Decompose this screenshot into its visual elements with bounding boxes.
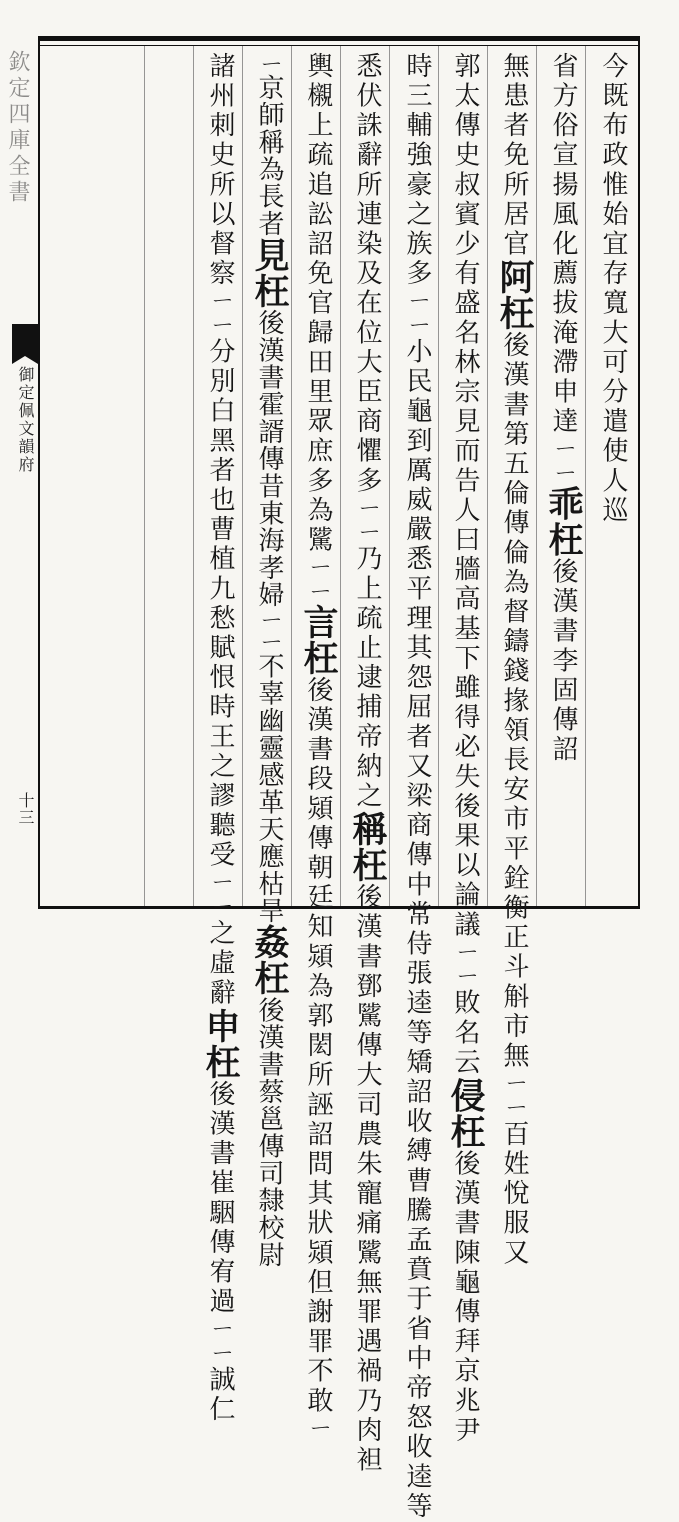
text-column-7 — [294, 52, 343, 1441]
column-rule — [193, 46, 194, 906]
entry-headword: 姦枉 — [249, 924, 290, 997]
frame-bottom-border — [40, 906, 640, 909]
column-text: 後漢書陳龜傳拜京兆尹 — [450, 1149, 480, 1446]
faded-gutter-text: 欽定四庫全書 — [5, 50, 30, 206]
frame-top-border — [40, 36, 640, 41]
text-column-8 — [245, 52, 294, 1269]
frame-right-border — [638, 36, 640, 909]
column-text: 時三輔強豪之族多ㄧㄧ小民龜到厲威嚴悉平理其怨屈者又梁商傳中常侍張逵等矯詔收縛曹騰孟賁于省中帝怒收逵等 — [402, 52, 432, 1522]
entry-headword: 侵枉 — [445, 1077, 486, 1150]
entry-headword: 見枉 — [249, 237, 290, 310]
entry-headword: 阿枉 — [494, 259, 535, 332]
entry-headword: 言枉 — [298, 604, 339, 676]
column-text: 悉伏誅辭所連染及在位大臣商懼多ㄧㄧ乃上疏止逮捕帝納之 — [352, 52, 382, 812]
column-text: ㄧ京師稱為長者 — [254, 52, 284, 238]
text-column-1 — [588, 52, 637, 898]
column-text: 後漢書鄧騭傳大司農朱寵痛騭無罪遇禍乃肉袒 — [352, 883, 382, 1476]
entry-headword: 稱枉 — [347, 811, 388, 884]
column-text: 後漢書段熲傳朝廷知熲為郭閎所誣詔問其狀熲但謝罪不敢ㄧ — [303, 676, 333, 1441]
fishtail-mark-icon — [12, 324, 38, 356]
text-column-4 — [441, 52, 490, 1446]
page-number: 十三 — [16, 792, 35, 826]
text-column-3 — [490, 52, 539, 1269]
column-text: 後漢書第五倫傳倫為督鑄錢掾領長安市平銓衡正斗斛市無ㄧㄧ百姓悅服又 — [499, 331, 529, 1269]
column-text: 省方俗宣揚風化薦拔淹滯申達ㄧㄧ — [548, 52, 578, 486]
book-title: 御定佩文韻府 — [16, 366, 35, 474]
column-text: 郭太傳史叔賓少有盛名林宗見而告人曰牆高基下雖得必失後果以論議ㄧㄧ敗名云 — [450, 52, 480, 1078]
column-text: 後漢書李固傳詔 — [548, 557, 578, 765]
column-text: 後漢書蔡邕傳司隸校尉 — [254, 996, 284, 1269]
column-text: 無患者免所居官 — [499, 52, 529, 260]
column-text: 諸州刺史所以督察ㄧㄧ分別白黑者也曹植九愁賦恨時王之謬聽受ㄧㄧ之虛辭 — [205, 52, 235, 1008]
text-column-6 — [343, 52, 392, 1476]
text-column-9 — [196, 52, 245, 1425]
column-text: 輿櫬上疏追訟詔免官歸田里眾庶多為騭ㄧㄧ — [303, 52, 333, 604]
text-column-5 — [392, 52, 441, 1522]
column-text: 今既布政惟始宜存寬大可分遣使人巡 — [598, 52, 628, 526]
entry-headword: 乖枉 — [543, 485, 584, 558]
text-column-2 — [539, 52, 588, 898]
column-text: 後漢書崔駰傳宥過ㄧㄧ誠仁 — [205, 1080, 235, 1425]
column-rule — [144, 46, 145, 906]
frame-left-border — [38, 36, 40, 909]
page-gutter — [0, 40, 38, 906]
column-text: 後漢書霍諝傳昔東海孝婦ㄧㄧ不辜幽靈感革天應枯旱 — [254, 309, 284, 925]
entry-headword: 申枉 — [200, 1008, 241, 1080]
